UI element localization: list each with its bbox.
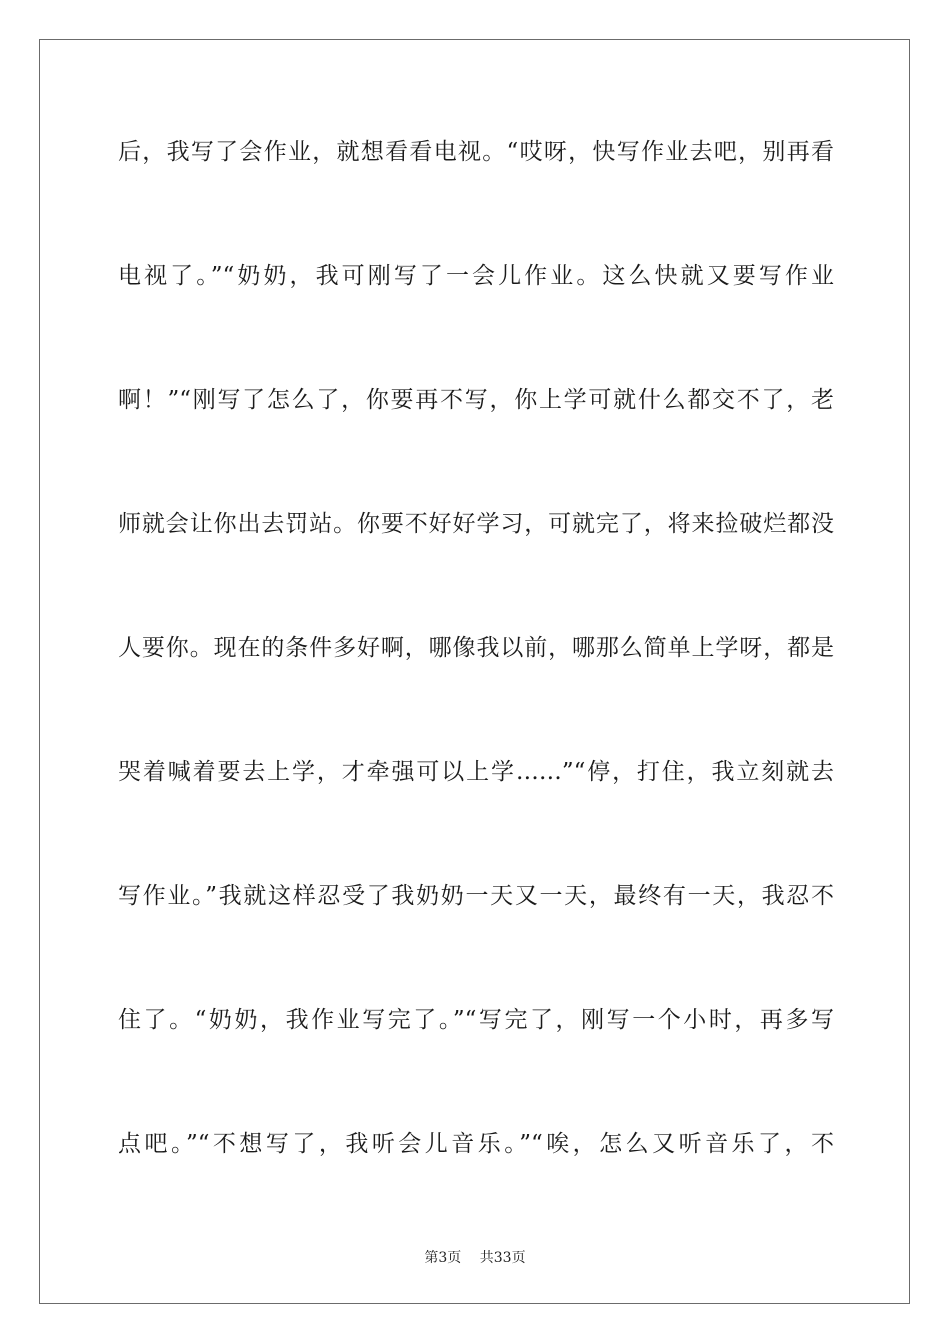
total-pages: 共33页 (479, 1250, 526, 1266)
text-line: 住了。“奶奶，我作业写完了。”“写完了，刚写一个小时，再多写 (118, 1007, 834, 1033)
page-number: 第3页 (424, 1250, 462, 1266)
page-footer (0, 1247, 950, 1267)
text-line: 后，我写了会作业，就想看看电视。“哎呀，快写作业去吧，别再看 (118, 139, 834, 165)
document-body (118, 128, 834, 1244)
text-line: 师就会让你出去罚站。你要不好好学习，可就完了，将来捡破烂都没 (118, 511, 834, 537)
text-line: 点吧。”“不想写了，我听会儿音乐。”“唉，怎么又听音乐了，不 (118, 1131, 834, 1157)
text-line: 写作业。”我就这样忍受了我奶奶一天又一天，最终有一天，我忍不 (118, 883, 834, 909)
text-line: 电视了。”“奶奶，我可刚写了一会儿作业。这么快就又要写作业 (118, 263, 834, 289)
text-line: 啊！”“刚写了怎么了，你要再不写，你上学可就什么都交不了，老 (118, 387, 834, 413)
text-line: 哭着喊着要去上学，才牵强可以上学……”“停，打住，我立刻就去 (118, 759, 834, 785)
text-line: 人要你。现在的条件多好啊，哪像我以前，哪那么简单上学呀，都是 (118, 635, 834, 661)
